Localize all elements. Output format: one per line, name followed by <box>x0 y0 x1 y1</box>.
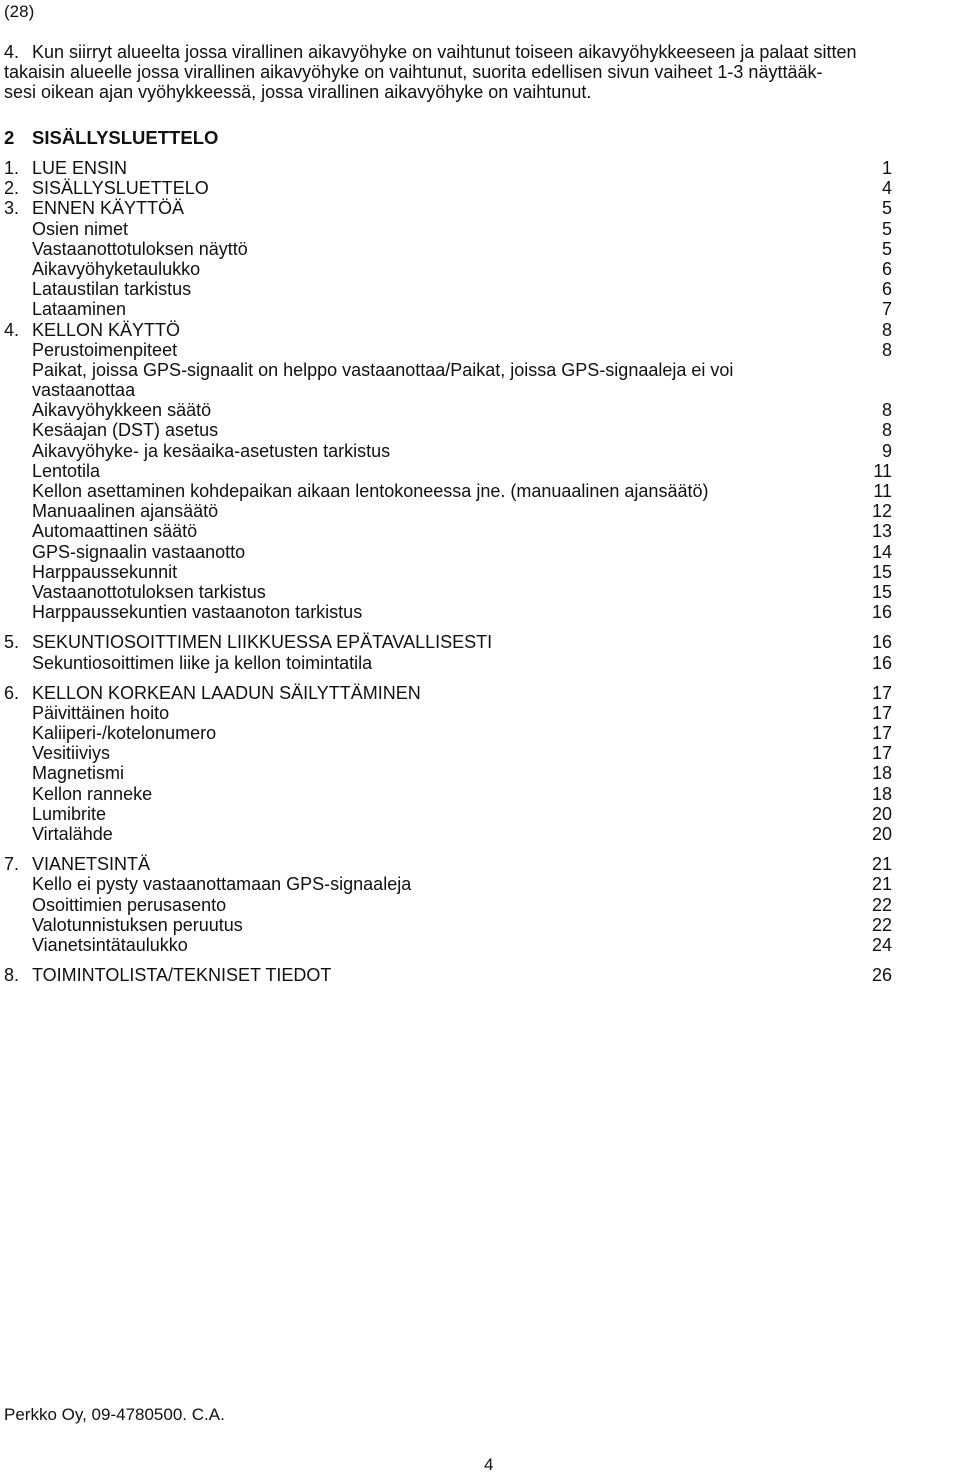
section-spacer <box>4 622 892 632</box>
footer-company: Perkko Oy, 09-4780500. C.A. <box>4 1405 225 1424</box>
toc-entry-title: Paikat, joissa GPS-signaalit on helppo vastaanottaa/Paikat, joissa GPS-signaaleja ei voi vastaanottaa <box>32 359 734 400</box>
toc-chapter-entry <box>4 632 892 652</box>
toc-chapter-entry <box>4 198 892 218</box>
toc-subentry <box>4 804 892 824</box>
toc-entry-number: 1. <box>4 158 20 178</box>
toc-chapter-entry <box>4 178 892 198</box>
toc-entry-title: Kellon ranneke <box>32 783 153 804</box>
toc-entry-title: Lataaminen <box>32 299 127 320</box>
toc-entry-page: 9 <box>881 440 892 461</box>
intro-line: takaisin alueelle jossa virallinen aikavyöhyke on vaihtunut, suorita edellisen sivun vaiheet 1-3 näyttääk- <box>4 62 823 82</box>
toc-entry-title: SEKUNTIOSOITTIMEN LIIKKUESSA EPÄTAVALLISESTI <box>32 632 493 653</box>
toc-entry-title: Lumibrite <box>32 803 107 824</box>
toc-entry-title: Vesitiiviys <box>32 743 111 764</box>
toc-entry-number: 7. <box>4 854 20 875</box>
toc-entry-title: Harppaussekuntien vastaanoton tarkistus <box>32 602 363 623</box>
intro-line-text: Kun siirryt alueelta jossa virallinen aikavyöhyke on vaihtunut toiseen aikavyöhykkeeseen ja palaat sitten <box>32 42 857 62</box>
toc-entry-title: Kello ei pysty vastaanottamaan GPS-signaaleja <box>32 874 412 895</box>
toc-entry-page: 16 <box>871 632 892 653</box>
toc-subentry <box>4 501 892 521</box>
toc-entry-title: Aikavyöhyketaulukko <box>32 258 201 279</box>
section-spacer <box>4 844 892 854</box>
toc-entry-page: 20 <box>871 824 892 845</box>
toc-entry-title: SISÄLLYSLUETTELO <box>32 178 209 199</box>
toc-subentry <box>4 420 892 440</box>
toc-entry-page: 17 <box>871 682 892 703</box>
toc-entry-page: 17 <box>871 743 892 764</box>
toc-entry-page: 21 <box>871 854 892 875</box>
toc-subentry <box>4 299 892 319</box>
intro-line: sesi oikean ajan vyöhykkeessä, jossa virallinen aikavyöhyke on vaihtunut. <box>4 82 592 102</box>
toc-entry-page: 5 <box>881 198 892 219</box>
toc-subentry <box>4 461 892 481</box>
toc-entry-page: 5 <box>881 238 892 259</box>
toc-entry-title: ENNEN KÄYTTÖÄ <box>32 198 185 219</box>
toc-entry-title: GPS-signaalin vastaanotto <box>32 541 246 562</box>
toc-subentry <box>4 703 892 723</box>
toc-subentry <box>4 279 892 299</box>
toc-subentry <box>4 340 892 360</box>
toc-entry-title: Vianetsintätaulukko <box>32 934 188 955</box>
section-spacer <box>4 673 892 683</box>
toc-entry-title: Osien nimet <box>32 218 129 239</box>
toc-entry-page: 21 <box>871 874 892 895</box>
toc-entry-number: 2. <box>4 178 20 199</box>
toc-entry-page: 6 <box>881 258 892 279</box>
toc-entry-title: Valotunnistuksen peruutus <box>32 914 243 935</box>
toc-entry-title: Sekuntiosoittimen liike ja kellon toimintatila <box>32 652 373 673</box>
toc-entry-number: 5. <box>4 632 20 653</box>
toc-chapter-entry <box>4 965 892 985</box>
toc-entry-page: 11 <box>873 481 892 502</box>
toc-entry-title: Päivittäinen hoito <box>32 702 170 723</box>
toc-entry-title: Aikavyöhykkeen säätö <box>32 400 212 421</box>
toc-entry-page: 22 <box>871 894 892 915</box>
toc-entry-page: 7 <box>881 299 892 320</box>
toc-entry-number: 6. <box>4 682 20 703</box>
toc-entry-title: VIANETSINTÄ <box>32 854 151 875</box>
toc-subentry <box>4 874 892 894</box>
toc-entry-page: 26 <box>871 965 892 986</box>
toc-entry-page: 5 <box>881 218 892 239</box>
intro-line <box>4 42 959 62</box>
intro-paragraph <box>4 42 959 102</box>
toc-entry-number: 4. <box>4 319 20 340</box>
toc-entry-title: TOIMINTOLISTA/TEKNISET TIEDOT <box>32 965 332 986</box>
toc-entry-number: 8. <box>4 965 20 986</box>
footer-page-number: 4 <box>484 1455 494 1474</box>
toc-entry-title: Vastaanottotuloksen näyttö <box>32 238 248 259</box>
toc-entry-title: LUE ENSIN <box>32 158 128 178</box>
toc-subentry <box>4 562 892 582</box>
toc-entry-title: Aikavyöhyke- ja kesäaika-asetusten tarkistus <box>32 440 391 461</box>
toc-entry-page: 4 <box>881 178 892 199</box>
toc-entry-page: 6 <box>881 279 892 300</box>
section-heading-title: SISÄLLYSLUETTELO <box>32 127 219 148</box>
toc-entry-page: 8 <box>881 319 892 340</box>
toc-subentry <box>4 259 892 279</box>
toc-entry-title: Harppaussekunnit <box>32 561 178 582</box>
section-heading <box>4 128 218 148</box>
toc-entry-title: Lataustilan tarkistus <box>32 279 192 300</box>
toc-entry-title: Kaliiperi-/kotelonumero <box>32 723 217 744</box>
toc-entry-title: Kesäajan (DST) asetus <box>32 420 219 441</box>
toc-entry-title: Vastaanottotuloksen tarkistus <box>32 581 266 602</box>
toc-subentry <box>4 360 892 400</box>
toc-entry-page: 17 <box>871 723 892 744</box>
toc-entry-number: 3. <box>4 198 20 219</box>
toc-entry-page: 17 <box>871 702 892 723</box>
toc-subentry <box>4 915 892 935</box>
toc-subentry <box>4 784 892 804</box>
toc-entry-page: 18 <box>871 763 892 784</box>
toc-subentry <box>4 521 892 541</box>
toc-subentry <box>4 723 892 743</box>
toc-entry-page: 18 <box>871 783 892 804</box>
section-spacer <box>4 955 892 965</box>
table-of-contents <box>4 158 892 985</box>
toc-entry-page: 1 <box>881 158 892 178</box>
toc-entry-page: 20 <box>871 803 892 824</box>
toc-subentry <box>4 481 892 501</box>
toc-entry-title: Kellon asettaminen kohdepaikan aikaan lentokoneessa jne. (manuaalinen ajansäätö) <box>32 481 709 502</box>
toc-subentry <box>4 582 892 602</box>
intro-number: 4. <box>4 42 20 62</box>
toc-entry-page: 15 <box>871 581 892 602</box>
toc-entry-title: Manuaalinen ajansäätö <box>32 501 219 522</box>
toc-subentry <box>4 895 892 915</box>
toc-entry-title: Automaattinen säätö <box>32 521 198 542</box>
toc-chapter-entry <box>4 683 892 703</box>
toc-subentry <box>4 935 892 955</box>
toc-entry-page: 8 <box>881 420 892 441</box>
toc-subentry <box>4 239 892 259</box>
toc-entry-title: Magnetismi <box>32 763 125 784</box>
toc-entry-title: KELLON KORKEAN LAADUN SÄILYTTÄMINEN <box>32 682 421 703</box>
toc-entry-page: 24 <box>871 934 892 955</box>
toc-entry-title: Osoittimien perusasento <box>32 894 227 915</box>
toc-subentry <box>4 542 892 562</box>
toc-subentry <box>4 602 892 622</box>
toc-entry-page: 13 <box>871 521 892 542</box>
toc-chapter-entry <box>4 854 892 874</box>
toc-subentry <box>4 400 892 420</box>
toc-entry-page: 8 <box>881 400 892 421</box>
toc-entry-page: 11 <box>873 460 892 481</box>
toc-entry-page: 16 <box>871 652 892 673</box>
toc-subentry <box>4 763 892 783</box>
page-marker: (28) <box>4 2 35 21</box>
toc-entry-title: Perustoimenpiteet <box>32 339 178 360</box>
toc-chapter-entry <box>4 158 892 178</box>
toc-entry-page: 22 <box>871 914 892 935</box>
toc-subentry <box>4 441 892 461</box>
toc-entry-title: Virtalähde <box>32 824 113 845</box>
toc-entry-page: 12 <box>871 501 892 522</box>
toc-entry-page: 16 <box>871 602 892 623</box>
section-heading-number: 2 <box>4 127 15 148</box>
toc-entry-title: KELLON KÄYTTÖ <box>32 319 181 340</box>
toc-entry-page: 8 <box>881 339 892 360</box>
toc-entry-page: 14 <box>871 541 892 562</box>
toc-subentry <box>4 824 892 844</box>
toc-entry-page: 15 <box>871 561 892 582</box>
toc-chapter-entry <box>4 320 892 340</box>
toc-subentry <box>4 743 892 763</box>
toc-subentry <box>4 219 892 239</box>
toc-subentry <box>4 653 892 673</box>
toc-entry-title: Lentotila <box>32 460 101 481</box>
